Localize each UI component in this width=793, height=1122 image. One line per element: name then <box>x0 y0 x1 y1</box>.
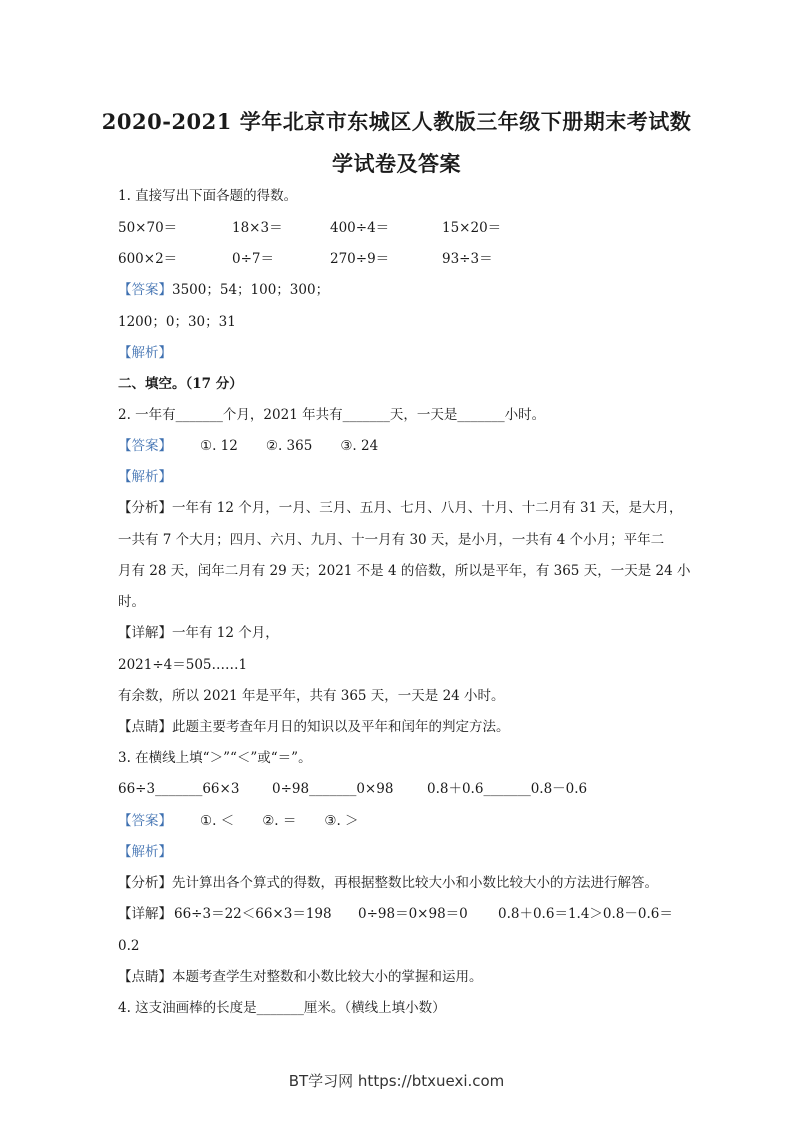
q3-xiangjie-part: 0.8＋0.6＝1.4＞0.8－0.6＝ <box>498 906 673 922</box>
answer-item: ③. 24 <box>340 438 379 454</box>
q3-answer <box>118 811 359 831</box>
q2-answer <box>118 436 378 456</box>
fenxi-tag: 【分析】 <box>118 500 172 516</box>
section-heading: 二、填空。（17 分） <box>118 376 243 392</box>
fenxi-text: 先计算出各个算式的得数，再根据整数比较大小和小数比较大小的方法进行解答。 <box>172 875 658 891</box>
q3-xiangjie-tag: 【详解】 <box>118 906 172 922</box>
q3-dianjing <box>118 967 483 987</box>
dianjing-tag: 【点睛】 <box>118 719 172 735</box>
dianjing-tag: 【点睛】 <box>118 969 172 985</box>
answer-item: ③. ＞ <box>324 813 359 829</box>
answer-item: ②. ＝ <box>262 813 297 829</box>
q2-prompt: 2. 一年有_______个月，2021 年共有_______天，一天是_______小时。 <box>118 407 546 423</box>
q1-answer-text: 3500；54；100；300； <box>172 282 330 298</box>
footer-watermark: BT学习网 https://btxuexi.com <box>288 1072 505 1090</box>
q1-answer-line2: 1200；0；30；31 <box>118 314 236 330</box>
dianjing-text: 此题主要考查年月日的知识以及平年和闰年的判定方法。 <box>172 719 510 735</box>
q2-fenxi <box>118 498 683 518</box>
q3-xiangjie-line2: 0.2 <box>118 938 140 954</box>
doc-title-line1: 2020-2021 学年北京市东城区人教版三年级下册期末考试数 <box>101 109 692 134</box>
q3-fenxi <box>118 873 658 893</box>
xiangjie-text: 一年有 12 个月， <box>172 625 279 641</box>
q3-item: 0.8＋0.6_______0.8－0.6 <box>427 781 588 797</box>
q3-prompt: 3. 在横线上填“＞”“＜”或“＝”。 <box>118 750 312 766</box>
answer-tag: 【答案】 <box>118 282 172 298</box>
analysis-tag: 【解析】 <box>118 469 172 485</box>
q1-prompt: 1. 直接写出下面各题的得数。 <box>118 188 298 204</box>
answer-item: ②. 365 <box>265 438 313 454</box>
answer-tag: 【答案】 <box>118 813 172 829</box>
q2-xiangjie <box>118 623 279 643</box>
fenxi-text: 一年有 12 个月，一月、三月、五月、七月、八月、十月、十二月有 31 天，是大月， <box>172 500 683 516</box>
q2-fenxi-line3: 月有 28 天，闰年二月有 29 天；2021 不是 4 的倍数，所以是平年，有 365 天，一天是 24 小 <box>118 563 691 579</box>
answer-item: ①. ＜ <box>200 813 235 829</box>
q2-fenxi-line4: 时。 <box>118 594 145 610</box>
fenxi-tag: 【分析】 <box>118 875 172 891</box>
doc-title-line2: 学试卷及答案 <box>332 151 461 176</box>
answer-item: ①. 12 <box>200 438 238 454</box>
q2-dianjing <box>118 717 510 737</box>
q2-xiangjie-line3: 有余数，所以 2021 年是平年，共有 365 天，一天是 24 小时。 <box>118 688 505 704</box>
q1-item: 50×70＝ <box>118 220 178 236</box>
q3-item: 0÷98_______0×98 <box>272 781 394 797</box>
q1-answer <box>118 280 329 300</box>
q1-item: 18×3＝ <box>232 220 283 236</box>
dianjing-text: 本题考查学生对整数和小数比较大小的掌握和运用。 <box>172 969 483 985</box>
answer-tag: 【答案】 <box>118 438 172 454</box>
q1-item: 15×20＝ <box>442 220 502 236</box>
q1-item: 270÷9＝ <box>330 251 390 267</box>
q1-item: 93÷3＝ <box>442 251 493 267</box>
q3-xiangjie-part: 0÷98＝0×98＝0 <box>358 906 468 922</box>
q1-item: 400÷4＝ <box>330 220 390 236</box>
q2-xiangjie-line2: 2021÷4＝505……1 <box>118 657 248 673</box>
q1-item: 0÷7＝ <box>232 251 274 267</box>
q4-prompt: 4. 这支油画棒的长度是_______厘米。（横线上填小数） <box>118 1000 446 1016</box>
q1-item: 600×2＝ <box>118 251 178 267</box>
q3-item: 66÷3_______66×3 <box>118 781 240 797</box>
analysis-tag: 【解析】 <box>118 345 172 361</box>
q3-xiangjie-part: 66÷3＝22＜66×3＝198 <box>174 906 332 922</box>
xiangjie-tag: 【详解】 <box>118 625 172 641</box>
analysis-tag: 【解析】 <box>118 844 172 860</box>
q2-fenxi-line2: 一共有 7 个大月；四月、六月、九月、十一月有 30 天，是小月，一共有 4 个小月；平年二 <box>118 532 665 548</box>
